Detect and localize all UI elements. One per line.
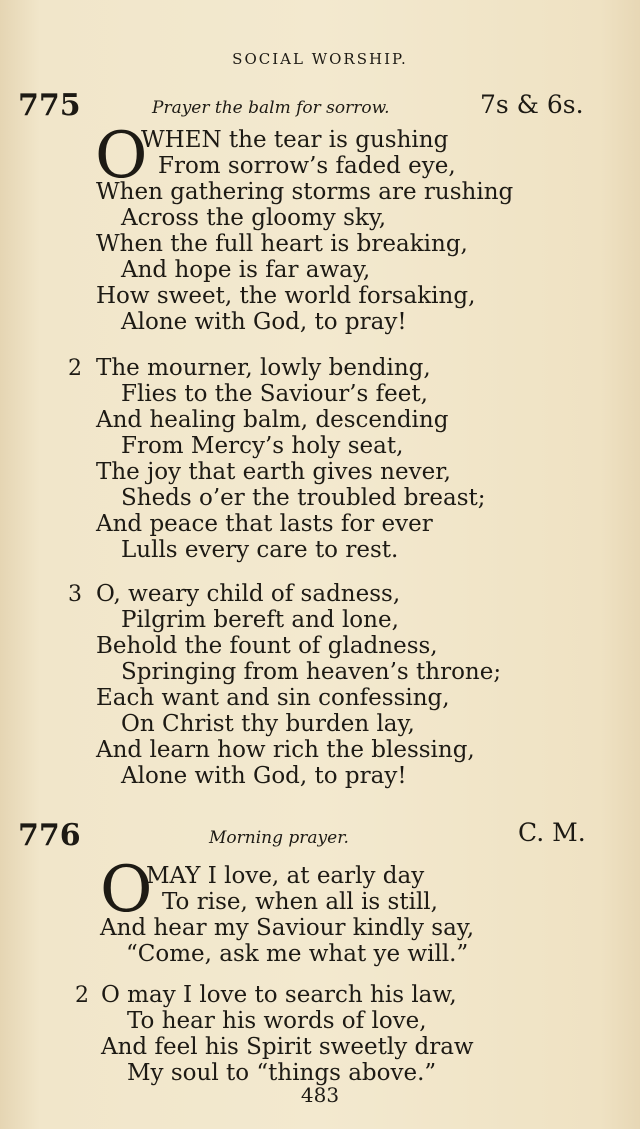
verse-line: Sheds o’er the troubled breast; — [121, 485, 486, 511]
hymn-number: 776 — [18, 818, 81, 853]
verse-line: To hear his words of love, — [127, 1008, 427, 1034]
verse-line: From Mercy’s holy seat, — [121, 433, 404, 459]
hymn-meter: 7s & 6s. — [480, 90, 584, 119]
verse-line: On Christ thy burden lay, — [121, 711, 415, 737]
verse-line: Alone with God, to pray! — [121, 763, 407, 789]
verse-number: 2 — [68, 356, 82, 381]
verse-line: Springing from heaven’s throne; — [121, 659, 502, 685]
verse-line: From sorrow’s faded eye, — [158, 153, 456, 179]
hymn-776-header — [0, 818, 640, 858]
verse-line: Each want and sin confessing, — [96, 685, 450, 711]
verse-line: And hear my Saviour kindly say, — [100, 915, 475, 941]
verse-line: Behold the fount of gladness, — [96, 633, 438, 659]
verse-line: Alone with God, to pray! — [121, 309, 407, 335]
hymn-title: Morning prayer. — [209, 828, 349, 848]
verse-line: The joy that earth gives never, — [96, 459, 451, 485]
drop-cap: O — [100, 853, 153, 927]
verse-line: To rise, when all is still, — [162, 889, 438, 915]
verse-line: “Come, ask me what ye will.” — [126, 941, 469, 967]
drop-cap: O — [95, 119, 148, 193]
verse-line: And hope is far away, — [121, 257, 371, 283]
verse-line: And peace that lasts for ever — [96, 511, 433, 537]
verse-line: Across the gloomy sky, — [121, 205, 387, 231]
verse-line: MAY I love, at early day — [146, 863, 425, 889]
verse-line: The mourner, lowly bending, — [96, 355, 431, 381]
verse-line: O, weary child of sadness, — [96, 581, 401, 607]
verse-number: 3 — [68, 582, 82, 607]
page-number: 483 — [300, 1083, 340, 1107]
verse-line: Lulls every care to rest. — [121, 537, 399, 563]
verse-line: Pilgrim bereft and lone, — [121, 607, 399, 633]
verse-line: How sweet, the world forsaking, — [96, 283, 476, 309]
hymn-meter: C. M. — [518, 818, 586, 847]
verse-line: And learn how rich the blessing, — [96, 737, 475, 763]
verse-line: My soul to “things above.” — [127, 1060, 437, 1086]
hymn-number: 775 — [18, 88, 81, 123]
verse-number: 2 — [75, 983, 89, 1008]
verse-line: And healing balm, descending — [96, 407, 449, 433]
running-head: SOCIAL WORSHIP. — [232, 50, 408, 68]
verse-line: WHEN the tear is gushing — [141, 127, 449, 153]
verse-line: O may I love to search his law, — [101, 982, 457, 1008]
verse-line: When the full heart is breaking, — [96, 231, 468, 257]
hymn-title: Prayer the balm for sorrow. — [152, 98, 390, 118]
verse-line: And feel his Spirit sweetly draw — [101, 1034, 474, 1060]
verse-line: Flies to the Saviour’s feet, — [121, 381, 428, 407]
verse-line: When gathering storms are rushing — [96, 179, 514, 205]
